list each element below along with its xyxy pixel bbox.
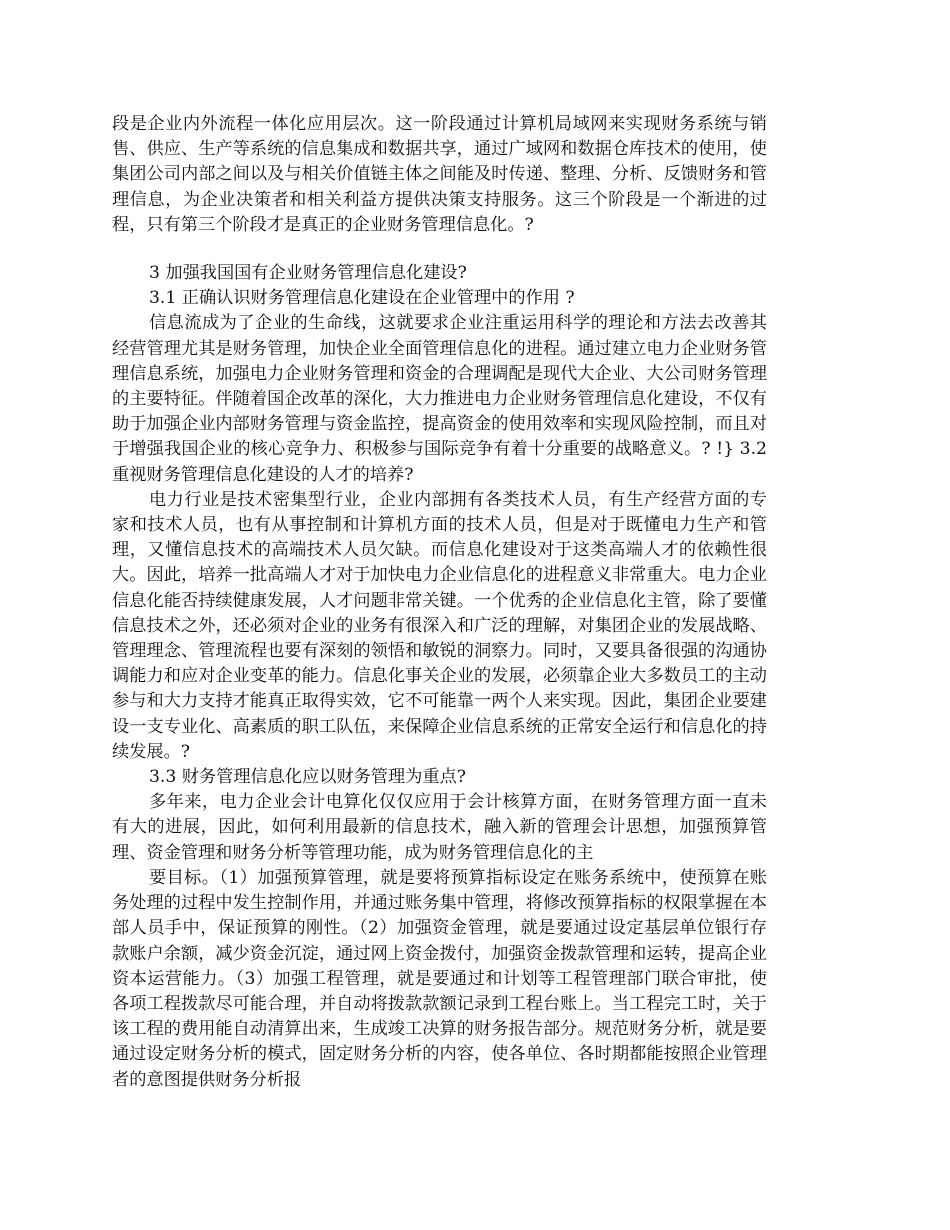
subsection-heading-3-1: 3.1 正确认识财务管理信息化建设在企业管理中的作用 ? xyxy=(149,288,575,309)
paragraph-main-goals: 要目标。（1）加强预算管理，就是要将预算指标设定在账务系统中，使预算在账务处理的过程中发生控制作用，并通过账务集中管理，将修改预算指标的权限掌握在本部人员手中，保证预算的刚性。（2）加强资金管理，就是要通过设定基层单位银行存款账户余额，减少资金沉淀，通过网上资金拨付，加强资金拨款管理和运转，提高企业资本运营能力。（3）加强工程管理，就是要通过和计划等工程管理部门联合审批，使各项工程拨款尽可能合理，并自动将拨款款额记录到工程台账上。当工程完工时，关于该工程的费用能自动清算出来，生成竣工决算的财务报告部分。规范财务分析，就是要通过设定财务分析的模式，固定财务分析的内容，使各单位、各时期都能按照企业管理者的意图提供财务分析报 xyxy=(112,867,767,1090)
section-heading-3: 3 加强我国国有企业财务管理信息化建设? xyxy=(149,263,467,284)
paragraph-information-flow: 信息流成为了企业的生命线，这就要求企业注重运用科学的理论和方法去改善其经营管理尤其是财务管理，加快企业全面管理信息化的进程。通过建立电力企业财务管理信息系统，加强电力企业财务管理和资金的合理调配是现代大企业、大公司财务管理的主要特征。伴随着国企改革的深化，大力推进电力企业财务管理信息化建设，不仅有助于加强企业内部财务管理与资金监控，提高资金的使用效率和实现风险控制，而且对于增强我国企业的核心竞争力、积极参与国际竞争有着十分重要的战略意义。? !} 3.2 重视财务管理信息化建设的人才的培养? xyxy=(112,313,767,485)
subsection-heading-3-3: 3.3 财务管理信息化应以财务管理为重点? xyxy=(149,767,467,788)
paragraph-stage-three: 段是企业内外流程一体化应用层次。这一阶段通过计算机局域网来实现财务系统与销售、供应、生产等系统的信息集成和数据共享，通过广域网和数据仓库技术的使用，使集团公司内部之间以及与相关价值链主体之间能及时传递、整理、分析、反馈财务和管理信息，为企业决策者和相关利益方提供决策支持服务。这三个阶段是一个渐进的过程，只有第三个阶段才是真正的企业财务管理信息化。? xyxy=(112,114,767,235)
paragraph-accounting-computerization: 多年来，电力企业会计电算化仅仅应用于会计核算方面，在财务管理方面一直未有大的进展，因此，如何利用最新的信息技术，融入新的管理会计思想，加强预算管理、资金管理和财务分析等管理功能，成为财务管理信息化的主 xyxy=(112,792,767,863)
paragraph-gap xyxy=(112,238,767,261)
document-page xyxy=(112,112,767,1093)
paragraph-talent-training: 电力行业是技术密集型行业，企业内部拥有各类技术人员，有生产经营方面的专家和技术人员，也有从事控制和计算机方面的技术人员，但是对于既懂电力生产和管理，又懂信息技术的高端技术人员欠缺。而信息化建设对于这类高端人才的依赖性很大。因此，培养一批高端人才对于加快电力企业信息化的进程意义非常重大。电力企业信息化能否持续健康发展，人才问题非常关键。一个优秀的企业信息化主管，除了要懂信息技术之外，还必须对企业的业务有很深入和广泛的理解，对集团企业的发展战略、管理理念、管理流程也要有深刻的领悟和敏锐的洞察力。同时，又要具备很强的沟通协调能力和应对企业变革的能力。信息化事关企业的发展，必须靠企业大多数员工的主动参与和大力支持才能真正取得实效，它不可能靠一两个人来实现。因此，集团企业要建设一支专业化、高素质的职工队伍，来保障企业信息系统的正常安全运行和信息化的持续发展。? xyxy=(112,489,767,762)
